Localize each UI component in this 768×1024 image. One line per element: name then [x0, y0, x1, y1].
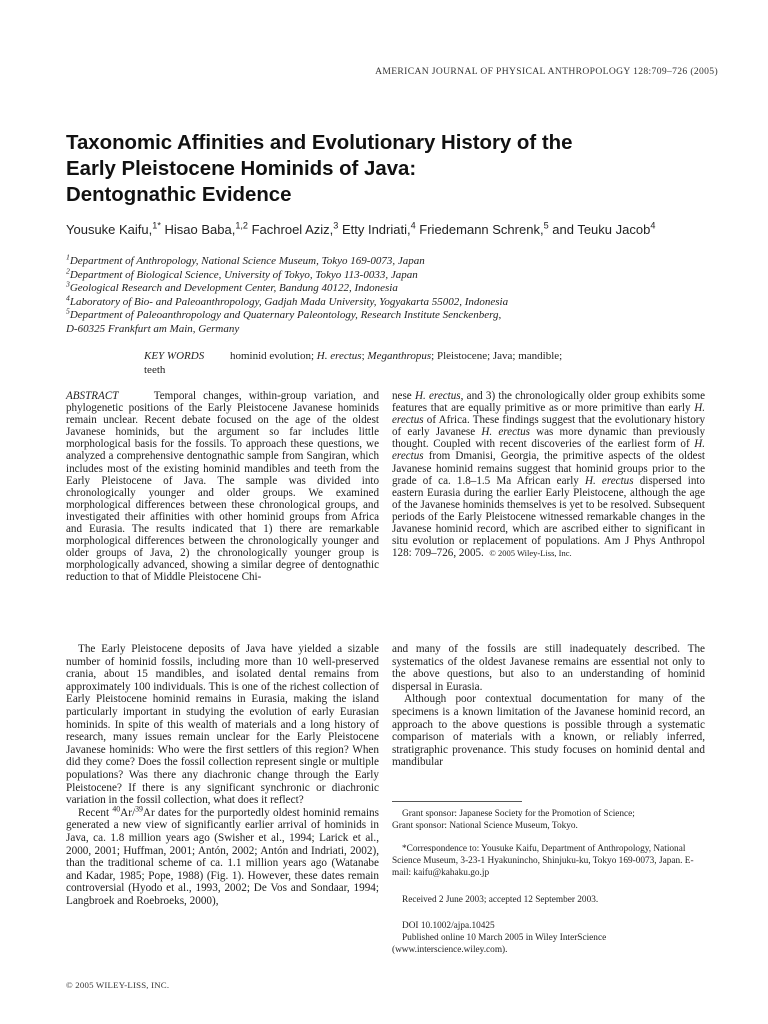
affiliation-5-cont: D-60325 Frankfurt am Main, Germany [66, 322, 240, 335]
article-title [66, 130, 716, 208]
body-paragraph-2: Recent $^{40}$Ar/$^{39}$Ar dates for the purportedly oldest hominid remains generated a new view of significantly earlier arrival of hominids in Java, ca. 1.8 million years ago (Swisher et al., 1994; Larick et al., 2000, 2001; Huffman, 2001; Antón, 2002; Antón and Indriati, 2002), than the traditional scheme of ca. 1.1 million years ago (Watanabe and Kadar, 1985; Pope, 1988) (Fig. 1). However, these dates remain controversial (Hyodo et al., 1993, 2002; De Vos and Sondaar, 1994; Langbroek and Roebroeks, 2000), [66, 803, 379, 907]
body-paragraph-4: Although poor contextual documentation for many of the specimens is a known limitation of the Javanese hominid record, an approach to the above questions is possible through a systematic comparison of materials with a known, or reliably inferred, stratigraphic provenance. This study focuses on hominid dental and mandibular [392, 693, 705, 769]
affiliation-3: $^3$Geological Research and Development Center, Bandung 40122, Indonesia [66, 279, 398, 295]
author-list [66, 222, 756, 237]
affiliation-4: $^4$Laboratory of Bio- and Paleoanthropology, Gadjah Mada University, Yogyakarta 55002, Indonesia [66, 293, 509, 308]
affiliation-5: $^5$Department of Paleoanthropology and Quaternary Paleontology, Research Institute Senckenberg, [66, 306, 502, 322]
abstract-copyright: © 2005 Wiley-Liss, Inc. [489, 548, 572, 559]
author-3: Fachroel Aziz,$^3$ [251, 220, 339, 237]
body-left-column [66, 643, 379, 907]
page-copyright: © 2005 WILEY-LISS, INC. [66, 980, 170, 990]
author-5: Friedemann Schrenk,$^5$ [419, 220, 549, 237]
keywords: KEY WORDS hominid evolution; H. erectus; Meganthropus; Pleistocene; Java; mandible; teeth [144, 350, 664, 377]
affiliation-2: $^2$Department of Biological Science, University of Tokyo, Tokyo 113-0033, Japan [66, 265, 418, 281]
doi-footnote: DOI 10.1002/ajpa.10425 Published online 10 March 2005 in Wiley InterScience (www.interscience.wiley.com). [392, 921, 607, 956]
abstract-label: ABSTRACT [66, 390, 119, 402]
title-line-3: Dentognathic Evidence [66, 184, 292, 206]
author-4: Etty Indriati,$^4$ [341, 220, 416, 237]
body-right-column [392, 643, 705, 769]
keywords-label: KEY WORDS [144, 350, 205, 362]
author-1: Yousuke Kaifu,$^{1*}$ [66, 220, 161, 237]
abstract-text-left: Temporal changes, within-group variation, and phylogenetic positions of the Early Pleistocene Javanese hominids remain unclear. Recent debate focused on the age of the oldest Javanese hominids, but the argument so far includes little morphological basis for the fossils. To approach these questions, we analyzed a comprehensive dentognathic sample from Sangiran, which includes most of the existing hominid mandibles and teeth from the Early Pleistocene of Java. The sample was divided into chronologically younger and older groups. We examined morphological differences between these chronological groups, and investigated their affinities with other hominid groups from Africa and Eurasia. The results indicated that 1) there are remarkable morphological differences between the chronologically younger and older groups of Java, 2) the chronologically younger group is morphologically advanced, showing a similar degree of dentognathic reduction to that of Middle Pleistocene Chi- [66, 390, 379, 584]
author-6: and Teuku Jacob$^4$ [552, 220, 656, 237]
title-line-1: Taxonomic Affinities and Evolutionary History of the [66, 132, 573, 154]
footnote-rule [392, 801, 522, 802]
title-line-2: Early Pleistocene Hominids of Java: [66, 158, 417, 180]
keywords-line-2: teeth [144, 363, 166, 376]
abstract-right-column: nese H. erectus, and 3) the chronologically older group exhibits some features that are equally primitive as or more primitive than early H. erectus of Africa. These findings suggest that the evolutionary history of early Javanese H. erectus was more dynamic than previously thought. Coupled with recent discoveries of the earliest form of H. erectus from Dmanisi, Georgia, the primitive aspects of the oldest Javanese hominid remains suggest that hominid groups prior to the grade of ca. 1.8–1.5 Ma African early H. erectus dispersed into eastern Eurasia during the earlier Early Pleistocene, although the age of the Javanese hominids themselves is yet to be resolved. Subsequent periods of the Early Pleistocene witnessed remarkable changes in the Javanese hominid record, which are ascribed either to significant in situ evolution or replacement of populations. Am J Phys Anthropol 128: 709–726, 2005. © 2005 Wiley-Liss, Inc. [392, 390, 706, 560]
body-paragraph-1: The Early Pleistocene deposits of Java have yielded a sizable number of hominid fossils, including more than 10 well-preserved crania, about 15 mandibles, and isolated dental remains from approximately 100 individuals. This is one of the richest collection of Early Pleistocene hominid remains in Eurasia, making the island particularly important in studying the evolution of early Eurasian hominids. In spite of this wealth of materials and a long history of research, many issues remain unclear for the Early Pleistocene Javanese hominids: Who were the first settlers of this region? When did they come? Does the fossil collection represent single or multiple populations? Was there any diachronic change through the Early Pleistocene? If there is any significant synchronic or diachronic variation in the fossil collection, what does it reflect? [66, 643, 379, 807]
body-paragraph-3: and many of the fossils are still inadequately described. The systematics of the oldest Javanese remains are essential not only to the above questions, but also to an understanding of hominid dispersal in Eurasia. [392, 643, 705, 693]
abstract-left-column [66, 390, 379, 584]
author-2: Hisao Baba,$^{1,2}$ [164, 220, 248, 237]
received-footnote: Received 2 June 2003; accepted 12 September 2003. [402, 895, 599, 905]
affiliation-1: $^1$Department of Anthropology, National Science Museum, Tokyo 169-0073, Japan [66, 252, 425, 267]
affiliations [66, 252, 686, 337]
correspondence-footnote: *Correspondence to: Yousuke Kaifu, Department of Anthropology, National Science Museum, 3-23-1 Hyakunincho, Shinjuku-ku, Tokyo 169-0073, Japan. E-mail: kaifu@kahaku.go.jp [392, 844, 694, 879]
journal-header: AMERICAN JOURNAL OF PHYSICAL ANTHROPOLOGY 128:709–726 (2005) [375, 66, 718, 77]
grant-footnote: Grant sponsor: Japanese Society for the Promotion of Science; Grant sponsor: National Science Museum, Tokyo. [392, 809, 635, 832]
